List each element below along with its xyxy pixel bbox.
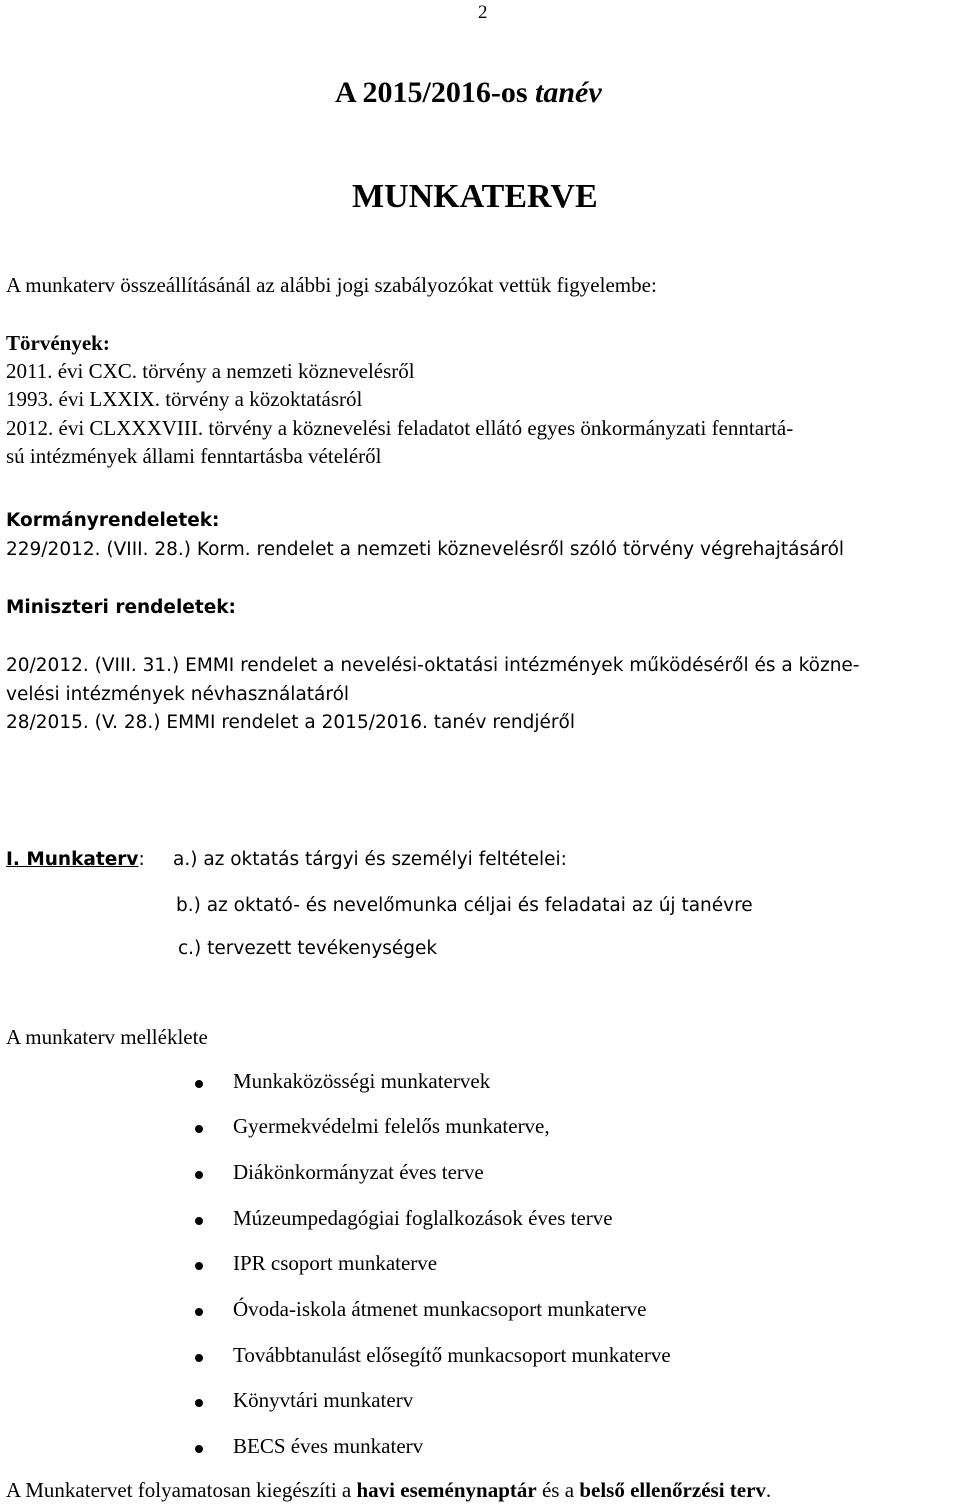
min-decree-item: velési intézmények névhasználatáról (6, 684, 350, 705)
bullet-icon (195, 1125, 203, 1133)
title-main: A 2015/2016-os (335, 76, 536, 109)
bullet-icon (195, 1399, 203, 1407)
closing-part-2: és a (536, 1478, 580, 1502)
closing-bold-1: havi eseménynaptár (356, 1478, 537, 1502)
title-line-1 (335, 76, 602, 110)
law-item: 2012. évi CLXXXVIII. törvény a köznevelési feladatot ellátó egyes önkormányzati fenntartá- (6, 416, 794, 440)
law-item: 2011. évi CXC. törvény a nemzeti köznevelésről (6, 359, 415, 383)
workplan-item: b.) az oktató- és nevelőmunka céljai és feladatai az új tanévre (176, 895, 753, 916)
workplan-label: I. Munkaterv (6, 849, 139, 870)
bullet-icon (195, 1308, 203, 1316)
law-item: 1993. évi LXXIX. törvény a közoktatásról (6, 387, 363, 411)
workplan-item: c.) tervezett tevékenységek (178, 938, 438, 959)
closing-part-3: . (765, 1478, 772, 1502)
min-decree-item: 28/2015. (V. 28.) EMMI rendelet a 2015/2016. tanév rendjéről (6, 712, 575, 733)
page-number: 2 (478, 2, 488, 23)
bullet-icon (195, 1217, 203, 1225)
bullet-icon (195, 1171, 203, 1179)
closing-bold-2: belső ellenőrzési terv (579, 1478, 766, 1502)
bullet-icon (195, 1080, 203, 1088)
annex-item: Gyermekvédelmi felelős munkaterve, (233, 1114, 550, 1138)
annex-item: Diákönkormányzat éves terve (233, 1160, 484, 1184)
workplan-label-line (6, 849, 145, 870)
annex-item: IPR csoport munkaterve (233, 1251, 438, 1275)
bullet-icon (195, 1445, 203, 1453)
annex-heading: A munkaterv melléklete (6, 1025, 208, 1049)
bullet-icon (195, 1262, 203, 1270)
annex-item: Múzeumpedagógiai foglalkozások éves terve (233, 1206, 613, 1230)
annex-item: Továbbtanulást elősegítő munkacsoport munkaterve (233, 1343, 671, 1367)
title-line-2: MUNKATERVE (352, 178, 598, 215)
annex-item: Könyvtári munkaterv (233, 1388, 414, 1412)
workplan-colon: : (138, 849, 145, 870)
closing-part-1: A Munkatervet folyamatosan kiegészíti a (6, 1478, 357, 1502)
bullet-icon (195, 1354, 203, 1362)
min-decrees-heading: Miniszteri rendeletek: (6, 597, 236, 618)
workplan-item: a.) az oktatás tárgyi és személyi feltételei: (173, 849, 567, 870)
annex-item: BECS éves munkaterv (233, 1434, 424, 1458)
intro-text: A munkaterv összeállításánál az alábbi jogi szabályozókat vettük figyelembe: (6, 273, 657, 297)
annex-item: Munkaközösségi munkatervek (233, 1069, 491, 1093)
min-decree-item: 20/2012. (VIII. 31.) EMMI rendelet a nevelési-oktatási intézmények működéséről és a közne- (6, 655, 860, 676)
law-item: sú intézmények állami fenntartásba vételéről (6, 444, 382, 468)
closing-text (6, 1478, 771, 1503)
gov-decrees-heading: Kormányrendeletek: (6, 510, 220, 531)
title-italic: tanév (535, 76, 602, 109)
gov-decree-item: 229/2012. (VIII. 28.) Korm. rendelet a nemzeti köznevelésről szóló törvény végrehajtásáról (6, 539, 845, 560)
annex-item: Óvoda-iskola átmenet munkacsoport munkaterve (233, 1297, 647, 1321)
laws-heading: Törvények: (6, 331, 110, 355)
